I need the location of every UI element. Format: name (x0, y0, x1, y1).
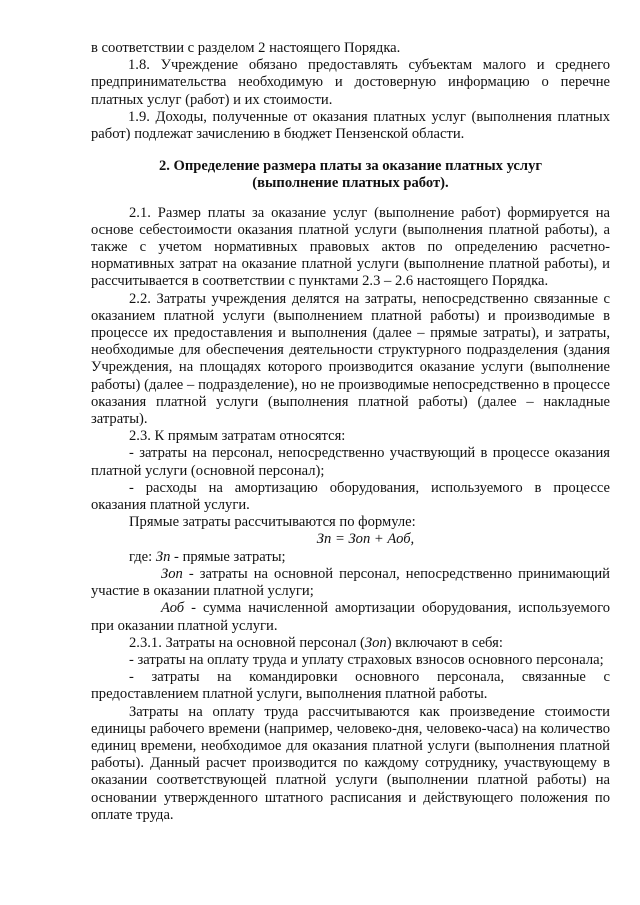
paragraph-1-7-tail: в соответствии с разделом 2 настоящего Порядка. (91, 40, 401, 56)
var-zop-description: - затраты на основной персонал, непосредственно принимающий участие в оказании платной услуги; (91, 565, 610, 600)
paragraph-1-8: 1.8. Учреждение обязано предоставлять субъектам малого и среднего предпринимательства необходимую и достоверную информацию о перечне платных услуг (работ) и их стоимости. (91, 57, 610, 108)
section-2-heading-line-2: (выполнение платных работ). (252, 175, 449, 192)
formula-intro: Прямые затраты рассчитываются по формуле: (129, 514, 416, 531)
formula: Зп = Зоп + Аоб, (316, 531, 415, 548)
formula-var-zop (91, 566, 610, 600)
paragraph-2-3-1 (91, 635, 610, 652)
paragraph-2-1: 2.1. Размер платы за оказание услуг (выполнение работ) формируется на основе себестоимости оказания платной услуги (выполнения платной работы), а также с учетом нормативных правовых актов по определению расчетно-нормативных затрат на оказание платной услуги (выполнение платной работы), и рассчитывается в соответствии с пунктами 2.3 – 2.6 настоящего Порядка. (91, 204, 610, 290)
paragraph-2-3-1-start: 2.3.1. Затраты на основной персонал ( (129, 634, 365, 651)
paragraph-2-3-1-item-a: - затраты на оплату труда и уплату страховых взносов основного персонала; (129, 651, 604, 668)
paragraph-2-3-item-a: - затраты на персонал, непосредственно участвующий в процессе оказания платной услуги (основной персонал); (91, 445, 610, 479)
section-2-heading-line-1: 2. Определение размера платы за оказание платных услуг (158, 158, 543, 175)
paragraph-2-3-item-b: - расходы на амортизацию оборудования, используемого в процессе оказания платной услуги. (91, 479, 610, 514)
paragraph-2-3-1-end: ) включают в себя: (386, 634, 503, 651)
var-zop-symbol: Зоп (161, 565, 183, 582)
paragraph-2-2: 2.2. Затраты учреждения делятся на затраты, непосредственно связанные с оказанием платной услуги (выполнением платной работы) и производимые в процессе их предоставления и выполнения (далее – прямые затраты), и затраты, необходимые для обеспечения деятельности структурного подразделения (здания Учреждения, на площадях которого производится оказание услуги (выполнение работы) (далее – подразделение), но не производимые непосредственно в процессе оказания платной услуги (выполнения платной работы) (далее – накладные затраты). (91, 290, 610, 428)
var-aob-symbol: Аоб (161, 600, 185, 617)
paragraph-2-3: 2.3. К прямым затратам относятся: (129, 428, 346, 445)
paragraph-labor-costs: Затраты на оплату труда рассчитываются как произведение стоимости единицы рабочего времени (например, человеко-дня, человеко-часа) на количество единиц времени, необходимое для оказания платной услуги (выполнения платной работы). Данный расчет производится по каждому сотруднику, участвующему в оказании соответствующей платной услуги (выполнении платной работы) на основании утвержденного штатного расписания и действующего положения по оплате труда. (91, 703, 610, 823)
var-zp-symbol: Зп (155, 548, 171, 565)
paragraph-2-3-1-item-b: - затраты на командировки основного персонала, связанные с предоставлением платной услуги, выполнения платной работы. (91, 669, 610, 703)
formula-var-zp (91, 549, 610, 566)
document-page (91, 40, 610, 824)
var-zp-description: - прямые затраты; (170, 548, 286, 565)
where-prefix: где: (129, 548, 156, 565)
section-2-heading (91, 158, 610, 192)
formula-var-aob (91, 600, 610, 634)
var-zop-inline: Зоп (364, 634, 387, 651)
var-aob-description: - сумма начисленной амортизации оборудования, используемого при оказании платной услуги. (91, 600, 610, 634)
paragraph-1-9: 1.9. Доходы, полученные от оказания платных услуг (выполнения платных работ) подлежат зачислению в бюджет Пензенской области. (91, 108, 610, 143)
